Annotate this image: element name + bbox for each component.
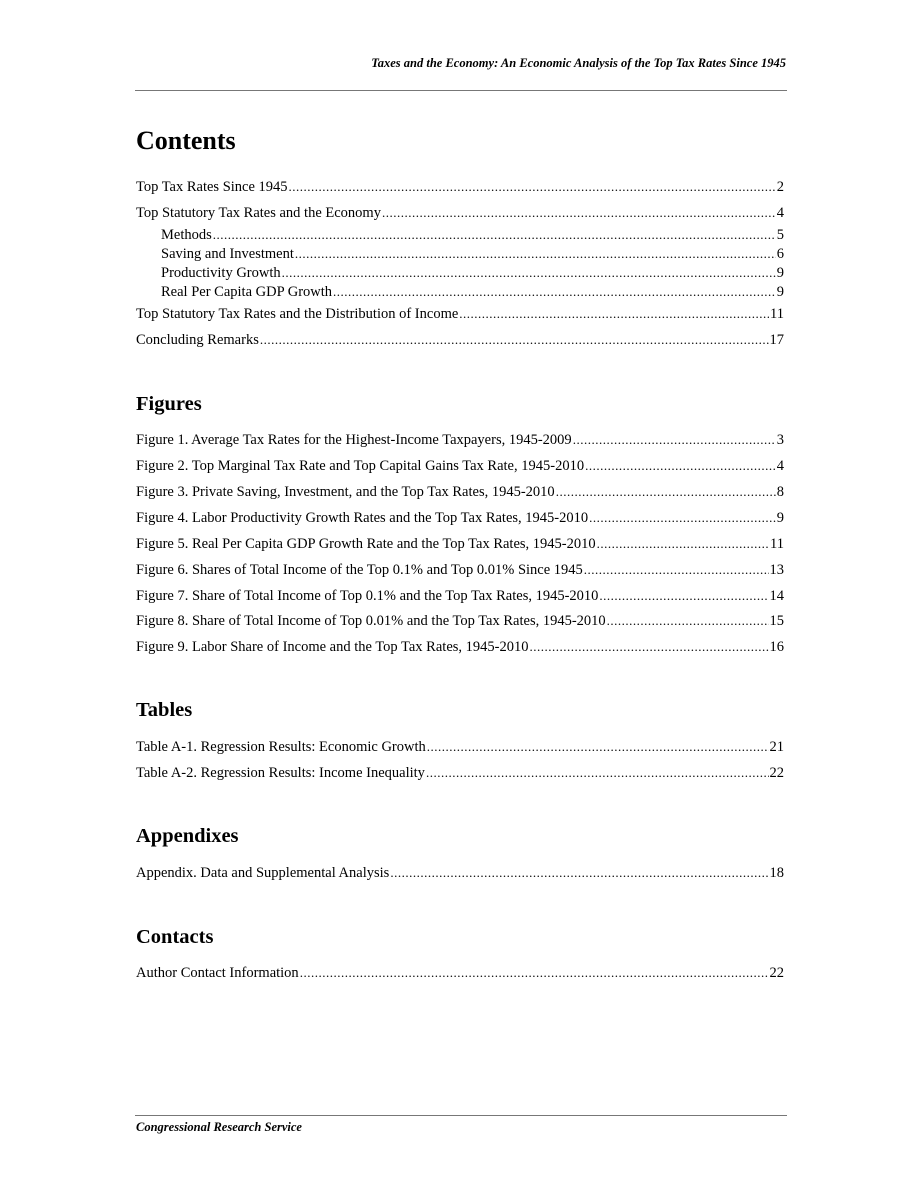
- toc-entry-figure-9[interactable]: [136, 637, 784, 657]
- toc-entry-concluding[interactable]: [136, 330, 784, 350]
- dot-leader: [295, 244, 776, 263]
- toc-entry-page: 9: [776, 510, 784, 526]
- tables-heading: Tables: [136, 699, 193, 721]
- contents-heading: Contents: [136, 126, 236, 155]
- toc-entry-figure-7[interactable]: [136, 586, 784, 606]
- dot-leader: [607, 611, 769, 630]
- dot-leader: [390, 863, 768, 882]
- toc-entry-title: Table A-1. Regression Results: Economic Growth: [136, 739, 426, 755]
- toc-entry-title: Figure 5. Real Per Capita GDP Growth Rate and the Top Tax Rates, 1945-2010: [136, 536, 596, 552]
- toc-entry-top-tax-rates[interactable]: [136, 177, 784, 197]
- toc-entry-table-a2[interactable]: [136, 763, 784, 783]
- toc-entry-page: 17: [769, 332, 784, 348]
- toc-entry-title: Figure 6. Shares of Total Income of the Top 0.1% and Top 0.01% Since 1945: [136, 562, 583, 578]
- toc-entry-page: 9: [776, 284, 784, 300]
- dot-leader: [597, 534, 769, 553]
- toc-entry-page: 6: [776, 246, 784, 262]
- toc-entry-title: Top Tax Rates Since 1945: [136, 179, 288, 195]
- dot-leader: [584, 560, 769, 579]
- toc-entry-saving-investment[interactable]: [161, 244, 784, 264]
- toc-entry-page: 4: [776, 458, 784, 474]
- footer-rule: [135, 1115, 787, 1116]
- dot-leader: [556, 482, 776, 501]
- dot-leader: [300, 963, 769, 982]
- dot-leader: [426, 763, 769, 782]
- figures-heading: Figures: [136, 393, 202, 415]
- dot-leader: [573, 430, 776, 449]
- toc-entry-page: 22: [769, 765, 784, 781]
- toc-entry-page: 2: [776, 179, 784, 195]
- dot-leader: [282, 263, 776, 282]
- dot-leader: [529, 637, 768, 656]
- dot-leader: [459, 304, 769, 323]
- toc-entry-title: Figure 3. Private Saving, Investment, and the Top Tax Rates, 1945-2010: [136, 484, 555, 500]
- toc-entry-distribution[interactable]: [136, 304, 784, 324]
- toc-entry-author-contact[interactable]: [136, 963, 784, 983]
- toc-entry-title: Top Statutory Tax Rates and the Economy: [136, 205, 381, 221]
- toc-entry-title: Figure 2. Top Marginal Tax Rate and Top Capital Gains Tax Rate, 1945-2010: [136, 458, 585, 474]
- toc-entry-page: 8: [776, 484, 784, 500]
- toc-entry-title: Figure 4. Labor Productivity Growth Rates and the Top Tax Rates, 1945-2010: [136, 510, 589, 526]
- toc-entry-figure-4[interactable]: [136, 508, 784, 528]
- running-footer: Congressional Research Service: [136, 1120, 302, 1134]
- toc-entry-title: Saving and Investment: [161, 246, 294, 262]
- toc-entry-page: 16: [769, 639, 784, 655]
- toc-entry-statutory-economy[interactable]: [136, 203, 784, 223]
- dot-leader: [382, 203, 776, 222]
- header-rule: [135, 90, 787, 91]
- toc-entry-page: 3: [776, 432, 784, 448]
- toc-entry-figure-8[interactable]: [136, 611, 784, 631]
- dot-leader: [599, 586, 768, 605]
- dot-leader: [589, 508, 776, 527]
- toc-entry-page: 9: [776, 265, 784, 281]
- toc-entry-title: Methods: [161, 227, 212, 243]
- toc-entry-page: 11: [770, 306, 784, 322]
- toc-entry-page: 13: [769, 562, 784, 578]
- toc-entry-figure-5[interactable]: [136, 534, 784, 554]
- dot-leader: [213, 225, 776, 244]
- toc-entry-page: 15: [769, 613, 784, 629]
- toc-entry-title: Concluding Remarks: [136, 332, 259, 348]
- toc-entry-page: 18: [769, 865, 784, 881]
- toc-entry-page: 4: [776, 205, 784, 221]
- appendixes-heading: Appendixes: [136, 825, 239, 847]
- dot-leader: [427, 737, 769, 756]
- toc-entry-page: 22: [769, 965, 784, 981]
- toc-entry-title: Figure 9. Labor Share of Income and the Top Tax Rates, 1945-2010: [136, 639, 529, 655]
- dot-leader: [289, 177, 776, 196]
- toc-entry-appendix[interactable]: [136, 863, 784, 883]
- toc-entry-title: Productivity Growth: [161, 265, 281, 281]
- toc-entry-table-a1[interactable]: [136, 737, 784, 757]
- toc-entry-title: Figure 7. Share of Total Income of Top 0.1% and the Top Tax Rates, 1945-2010: [136, 588, 599, 604]
- toc-entry-methods[interactable]: [161, 225, 784, 245]
- toc-entry-page: 14: [769, 588, 784, 604]
- toc-entry-figure-1[interactable]: [136, 430, 784, 450]
- toc-entry-page: 21: [769, 739, 784, 755]
- dot-leader: [260, 330, 769, 349]
- toc-entry-title: Figure 1. Average Tax Rates for the Highest-Income Taxpayers, 1945-2009: [136, 432, 572, 448]
- toc-entry-title: Table A-2. Regression Results: Income Inequality: [136, 765, 425, 781]
- running-header: Taxes and the Economy: An Economic Analysis of the Top Tax Rates Since 1945: [371, 56, 786, 70]
- toc-entry-title: Real Per Capita GDP Growth: [161, 284, 333, 300]
- toc-entry-title: Appendix. Data and Supplemental Analysis: [136, 865, 390, 881]
- toc-entry-title: Figure 8. Share of Total Income of Top 0.01% and the Top Tax Rates, 1945-2010: [136, 613, 606, 629]
- toc-entry-title: Top Statutory Tax Rates and the Distribution of Income: [136, 306, 459, 322]
- dot-leader: [333, 282, 776, 301]
- dot-leader: [585, 456, 776, 475]
- toc-entry-figure-2[interactable]: [136, 456, 784, 476]
- contacts-heading: Contacts: [136, 926, 214, 948]
- toc-entry-productivity[interactable]: [161, 263, 784, 283]
- toc-entry-figure-3[interactable]: [136, 482, 784, 502]
- toc-entry-page: 5: [776, 227, 784, 243]
- toc-entry-title: Author Contact Information: [136, 965, 299, 981]
- toc-entry-page: 11: [770, 536, 784, 552]
- toc-entry-figure-6[interactable]: [136, 560, 784, 580]
- toc-entry-gdp-growth[interactable]: [161, 282, 784, 302]
